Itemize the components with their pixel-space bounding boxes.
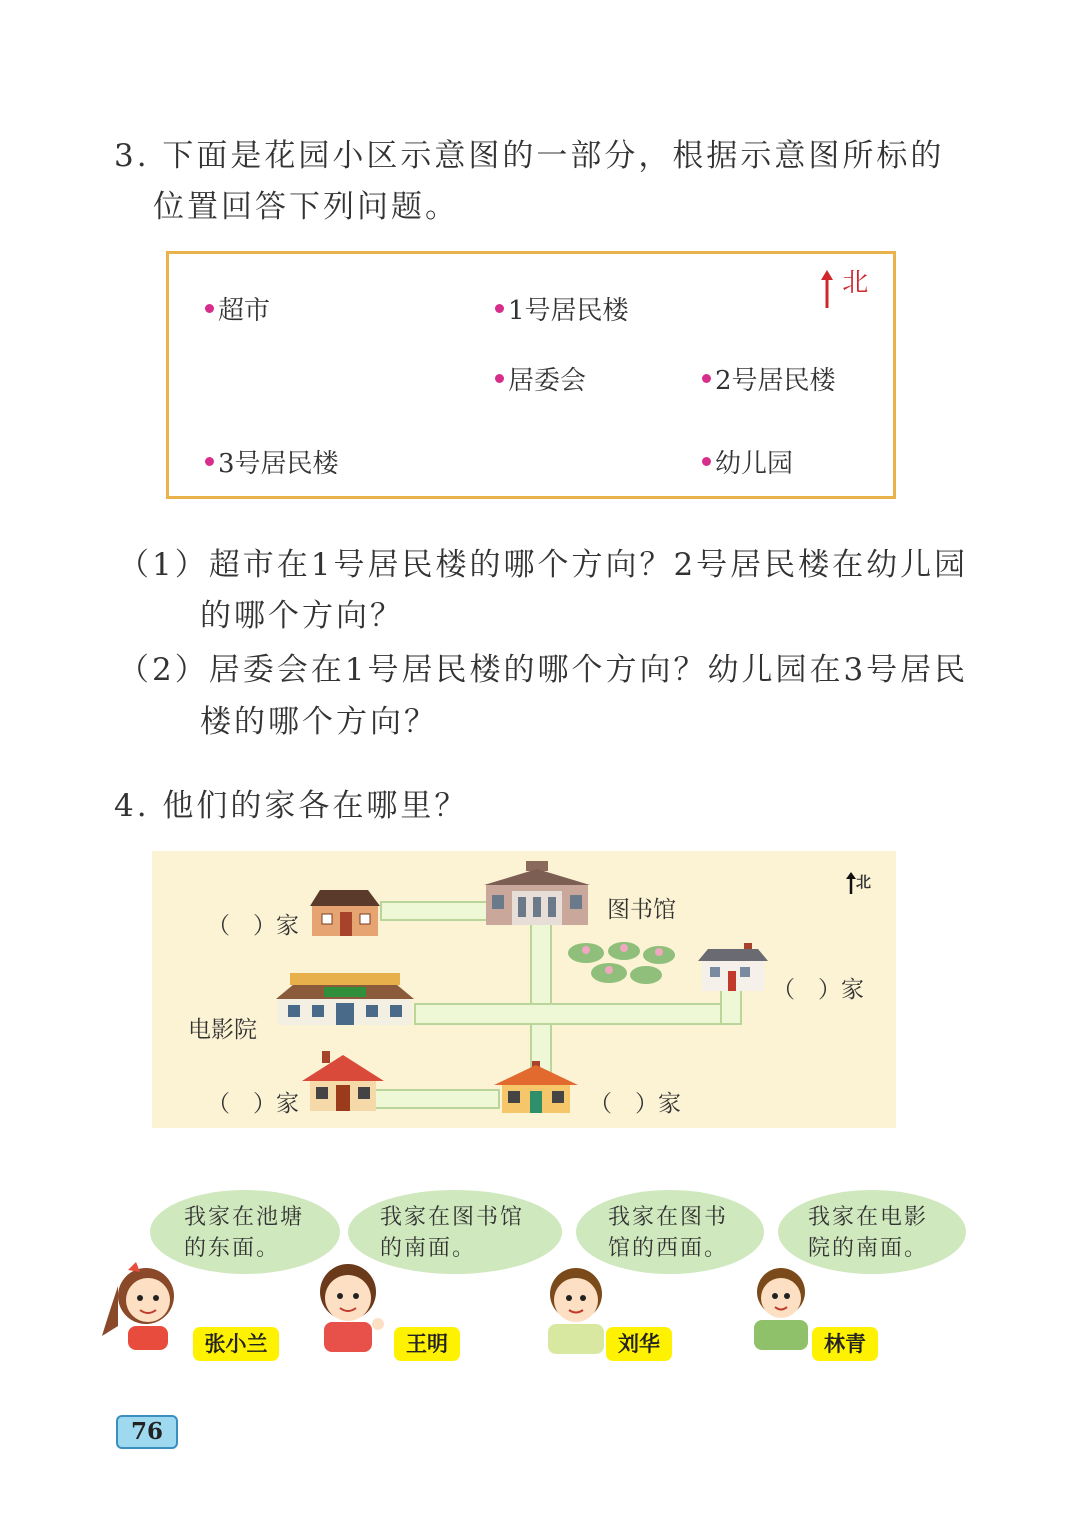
north-label: 北: [842, 268, 869, 298]
home-blank-label: （ ）家: [589, 1091, 681, 1117]
home-blank-label: （ ）家: [772, 977, 864, 1003]
house-icon: [494, 1061, 578, 1115]
speech-line: 我家在图书馆: [380, 1205, 525, 1230]
dot-icon: [702, 457, 711, 466]
place-label: 居委会: [508, 366, 587, 396]
north-arrow-icon: [820, 270, 834, 310]
north-arrow-icon: [846, 872, 856, 894]
dot-icon: [702, 374, 711, 383]
road: [414, 1003, 742, 1025]
house-icon: [304, 886, 384, 938]
speech-line: 我家在电影: [808, 1205, 929, 1230]
boy-avatar: [304, 1258, 394, 1354]
place-kindergarten: [702, 443, 793, 480]
north-label: 北: [856, 873, 872, 891]
page-number: 76: [116, 1415, 178, 1449]
girl-avatar: [98, 1256, 188, 1352]
q4-title: 4. 他们的家各在哪里？: [114, 788, 469, 824]
road: [380, 901, 490, 921]
dot-icon: [205, 304, 214, 313]
north-indicator: [820, 268, 868, 310]
q3-sub1-line1: （1）超市在1号居民楼的哪个方向？2号居民楼在幼儿园: [118, 547, 969, 583]
speech-line: 馆的西面。: [608, 1236, 729, 1261]
road: [374, 1089, 500, 1109]
place-label: 超市: [218, 296, 271, 326]
place-label: 1号居民楼: [508, 296, 629, 326]
cinema-label: 电影院: [188, 1017, 257, 1043]
speech-line: 我家在图书: [608, 1205, 729, 1230]
place-committee: [495, 360, 586, 397]
town-map: [152, 851, 896, 1128]
dot-icon: [205, 457, 214, 466]
speech-text: [184, 1202, 304, 1264]
place-building2: [702, 360, 836, 397]
name-tag: 刘华: [606, 1327, 672, 1361]
place-label: 3号居民楼: [218, 449, 339, 479]
name-tag: 林青: [812, 1327, 878, 1361]
speech-line: 院的南面。: [808, 1236, 929, 1261]
place-label: 幼儿园: [715, 449, 794, 479]
place-label: 2号居民楼: [715, 366, 836, 396]
library-icon: [482, 861, 592, 927]
community-map: [166, 251, 896, 499]
speech-line: 的东面。: [184, 1236, 281, 1261]
pond-icon: [564, 939, 684, 987]
boy-avatar: [744, 1262, 818, 1352]
library-label: 图书馆: [607, 897, 676, 923]
house-icon: [302, 1051, 384, 1113]
dot-icon: [495, 304, 504, 313]
place-supermarket: [205, 290, 270, 327]
q3-sub1-line2: 的哪个方向？: [200, 598, 404, 634]
speech-line: 的南面。: [380, 1236, 477, 1261]
dot-icon: [495, 374, 504, 383]
name-tag: 王明: [394, 1327, 460, 1361]
speech-text: [608, 1202, 728, 1264]
name-tag: 张小兰: [193, 1327, 279, 1361]
speech-line: 我家在池塘: [184, 1205, 305, 1230]
speech-text: [808, 1202, 928, 1264]
home-blank-label: （ ）家: [207, 1091, 299, 1117]
house-icon: [696, 943, 770, 995]
speech-text: [380, 1202, 524, 1264]
cinema-icon: [270, 973, 420, 1027]
q3-sub2-line2: 楼的哪个方向？: [200, 704, 438, 740]
boy-avatar: [536, 1262, 616, 1356]
place-building3: [205, 443, 339, 480]
q3-sub2-line1: （2）居委会在1号居民楼的哪个方向？幼儿园在3号居民: [118, 652, 969, 688]
place-building1: [495, 290, 629, 327]
q3-line1: 3. 下面是花园小区示意图的一部分，根据示意图所标的: [114, 138, 945, 174]
q3-line2: 位置回答下列问题。: [153, 189, 459, 225]
home-blank-label: （ ）家: [207, 913, 299, 939]
north-indicator-2: [846, 871, 871, 894]
